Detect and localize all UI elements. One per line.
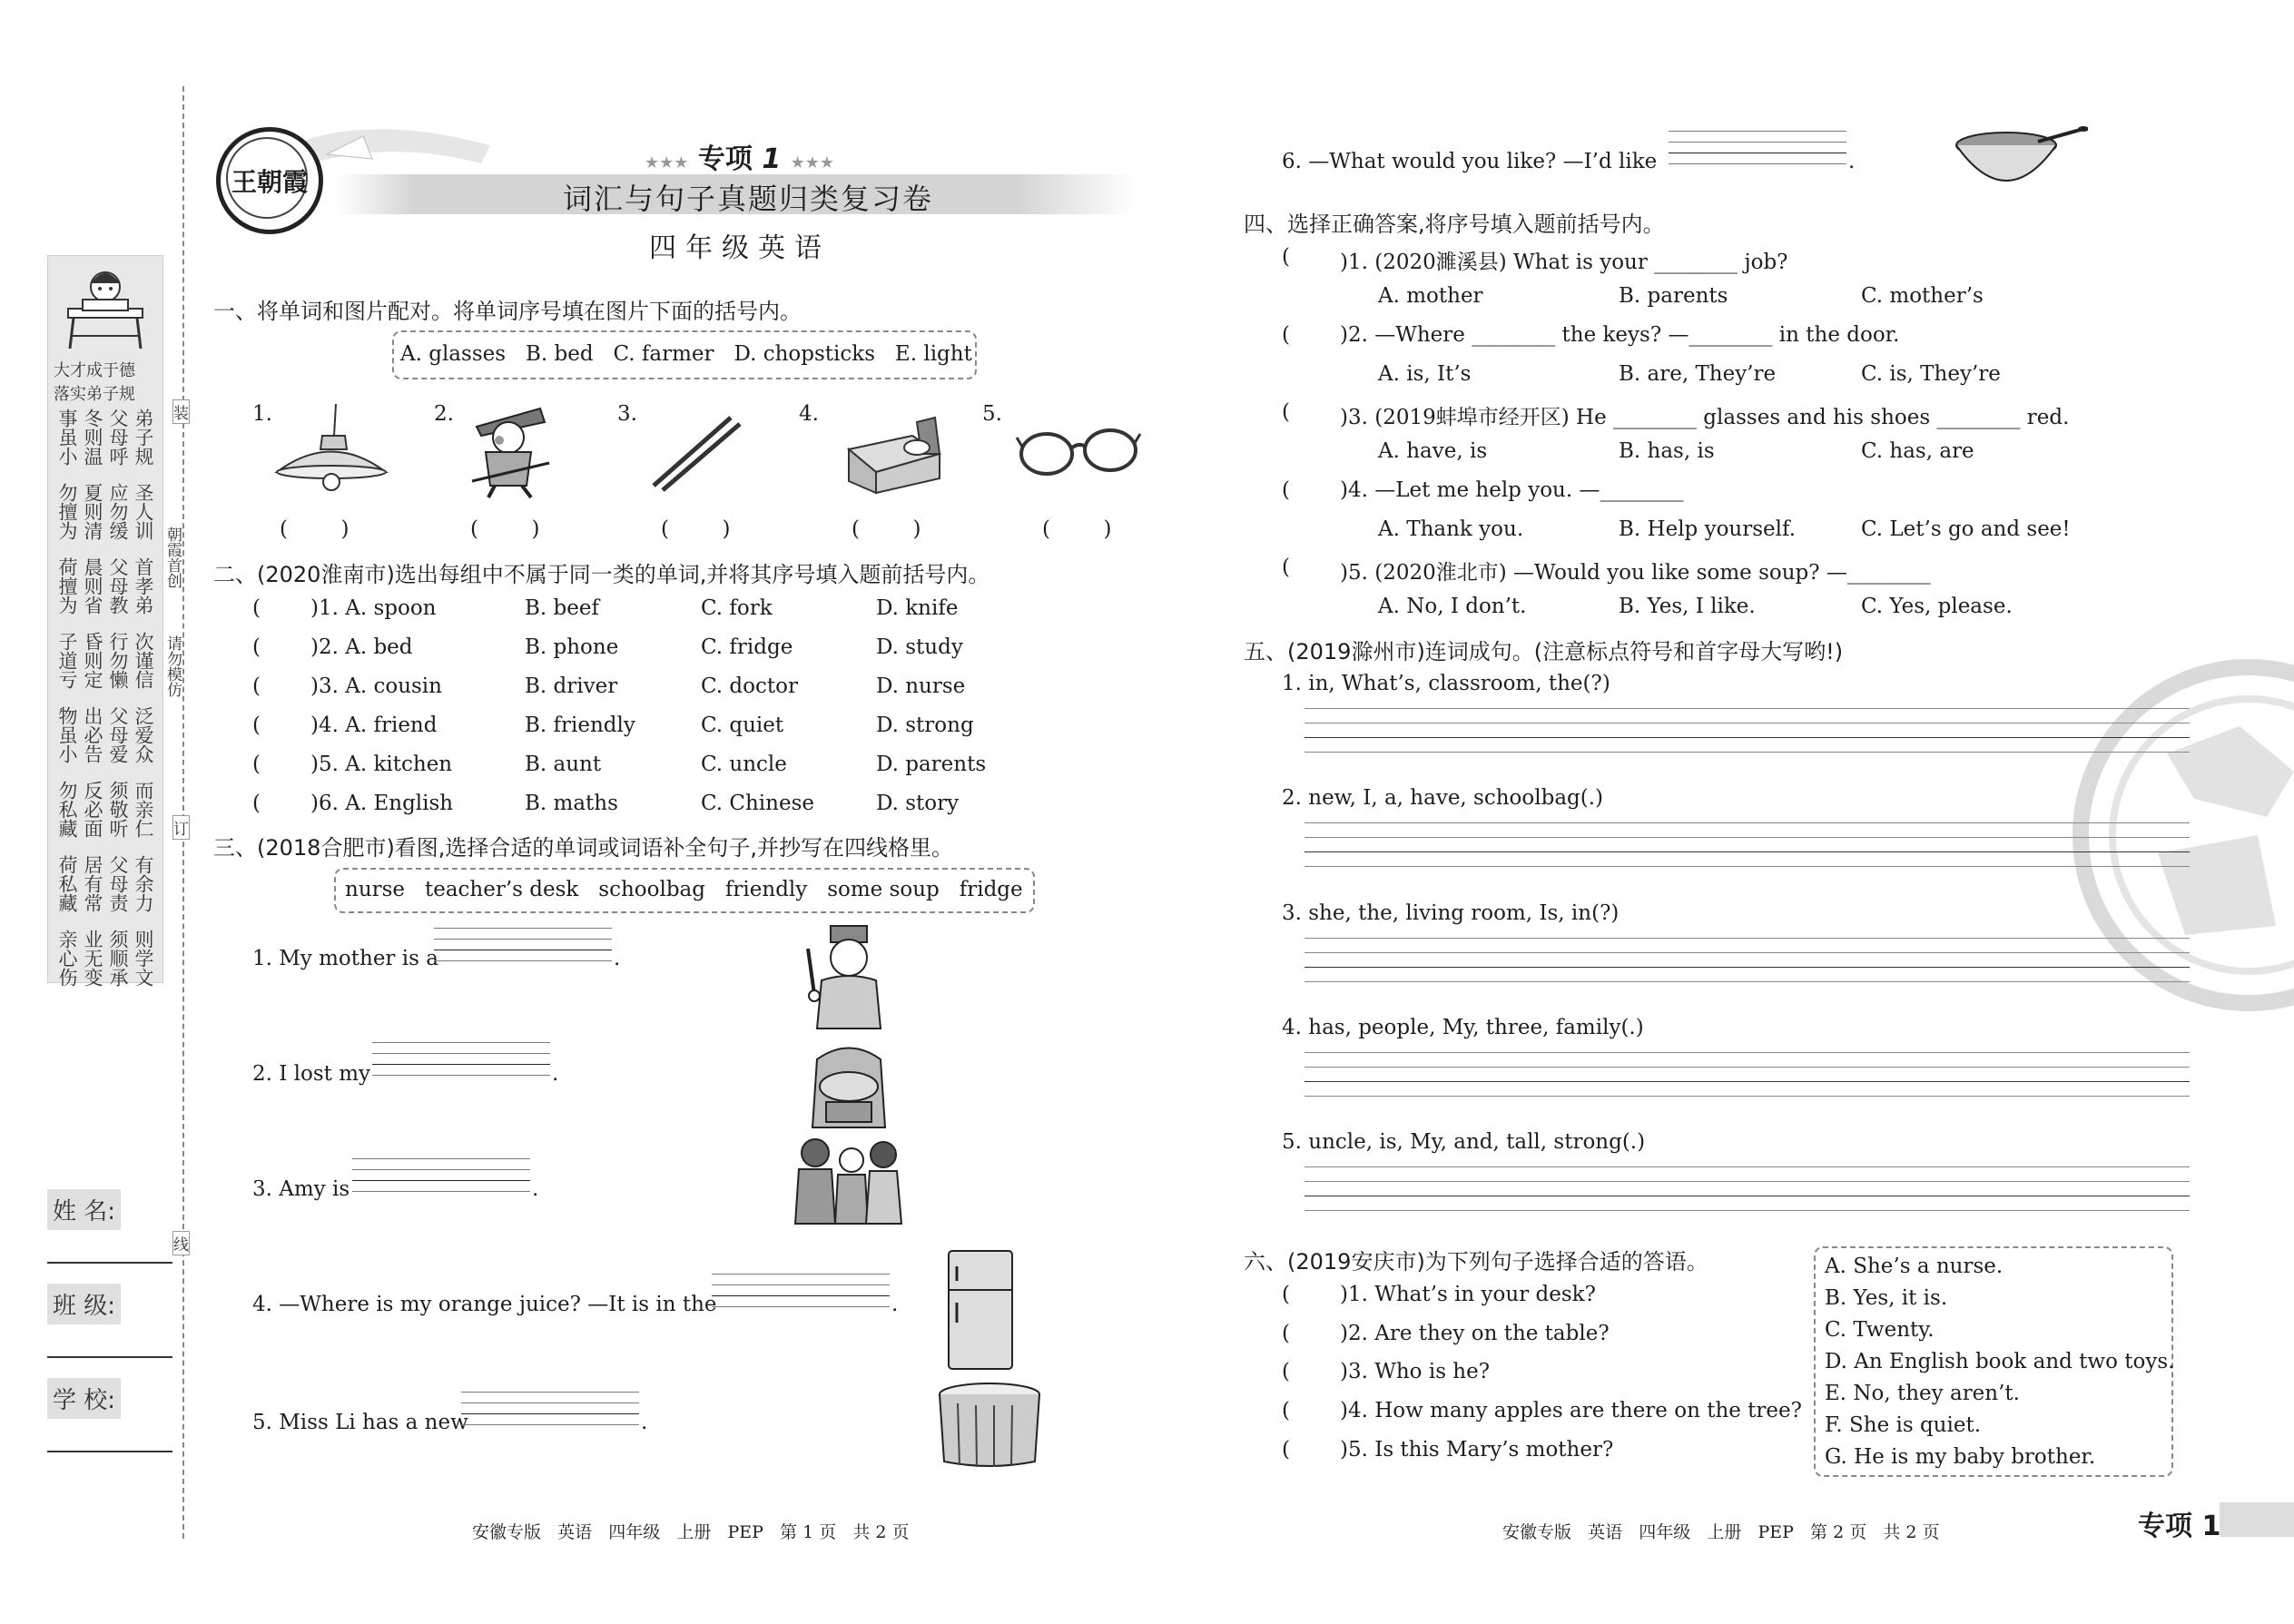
nurse-icon xyxy=(794,921,894,1030)
s3-item-6: 6. —What would you like? —I’d like xyxy=(1282,150,1658,173)
s6-answer-e: E. No, they aren’t. xyxy=(1825,1382,2020,1405)
s5-item-3: 3. she, the, living room, Is, in(?) xyxy=(1282,901,1620,925)
binding-line xyxy=(182,86,184,1539)
sidebar-slogan-2: 落实弟子规 xyxy=(54,385,135,404)
cut-label-2: 订 xyxy=(172,815,190,840)
soup-bowl-icon xyxy=(1952,125,2088,198)
poem-group-3: 荷擅为 晨则省 父母教 首孝弟 xyxy=(56,557,154,615)
poem-group-1: 事虽小 冬则温 父母呼 弟子规 xyxy=(56,408,154,466)
s2-q2: )2. A. bed xyxy=(310,635,413,659)
section6-title: 六、(2019安庆市)为下列句子选择合适的答语。 xyxy=(1244,1249,1708,1275)
pic-num-4: 4. xyxy=(799,402,819,426)
pic-num-5: 5. xyxy=(982,402,1002,426)
poem-group-6: 勿私藏 反必面 须敬听 而亲仁 xyxy=(56,781,154,838)
special-num: 1 xyxy=(762,143,782,175)
s2-q5: )5. A. kitchen xyxy=(310,753,453,776)
sidebar-panel xyxy=(47,255,163,987)
answer-paren-3[interactable]: ( ) xyxy=(661,517,731,541)
section3-options: nurse teacher’s desk schoolbag friendly some soup fridge xyxy=(345,878,1023,901)
vertical-note-2: 请勿模仿 xyxy=(163,635,182,697)
s2-q4: )4. A. friend xyxy=(310,714,438,737)
s3-item-2: 2. I lost my xyxy=(252,1062,371,1086)
poem-group-7: 荷私藏 居有常 父母责 有余力 xyxy=(56,855,154,912)
s6-answer-d: D. An English book and two toys. xyxy=(1825,1350,2175,1373)
s5-item-1: 1. in, What’s, classroom, the(?) xyxy=(1282,672,1610,695)
answer-paren-1[interactable]: ( ) xyxy=(280,517,350,541)
class-label: 班 级: xyxy=(47,1284,121,1324)
s3-item-3: 3. Amy is xyxy=(252,1177,350,1201)
footer-tag: 专项 1 xyxy=(2138,1511,2221,1542)
chopsticks-icon xyxy=(649,413,749,495)
glasses-icon xyxy=(1015,419,1142,483)
section2-title: 二、(2020淮南市)选出每组中不属于同一类的单词,并将其序号填入题前括号内。 xyxy=(213,562,990,587)
stars-right: ★★★ xyxy=(790,153,835,172)
logo-badge xyxy=(216,127,323,234)
s6-answer-f: F. She is quiet. xyxy=(1825,1413,1982,1437)
student-desk-icon xyxy=(55,263,155,354)
stars-left: ★★★ xyxy=(645,153,689,172)
special-label: 专项 xyxy=(697,143,753,175)
poem-group-8: 亲心伤 业无变 须顺承 则学文 xyxy=(56,930,154,987)
footer-left: 安徽专版 英语 四年级 上册 PEP 第 1 页 共 2 页 xyxy=(472,1522,910,1542)
s3-item-1: 1. My mother is a xyxy=(252,947,438,970)
section3-title: 三、(2018合肥市)看图,选择合适的单词或词语补全句子,并抄写在四线格里。 xyxy=(213,835,954,861)
section4-title: 四、选择正确答案,将序号填入题前括号内。 xyxy=(1244,212,1665,237)
vertical-note-1: 朝霞首创 xyxy=(163,527,182,588)
s2-q1: )1. A. spoon xyxy=(310,596,437,620)
section1-options: A. glasses B. bed C. farmer D. chopsticks E. light xyxy=(400,342,972,366)
s6-answer-a: A. She’s a nurse. xyxy=(1825,1255,2004,1278)
page-title: 词汇与句子真题归类复习卷 xyxy=(563,182,934,216)
pic-num-1: 1. xyxy=(252,402,272,426)
page-subtitle: 四年级英语 xyxy=(649,232,831,264)
class-field[interactable] xyxy=(47,1356,172,1358)
name-label: 姓 名: xyxy=(47,1189,121,1230)
s3-item-5: 5. Miss Li has a new xyxy=(252,1411,468,1434)
footer-tag-bar xyxy=(2220,1502,2294,1537)
fridge-icon xyxy=(944,1246,1017,1373)
schoolbag-icon xyxy=(799,1037,899,1137)
pic-num-2: 2. xyxy=(434,402,454,426)
friends-icon xyxy=(788,1135,906,1225)
section5-title: 五、(2019滁州市)连词成句。(注意标点符号和首字母大写哟!) xyxy=(1244,639,1844,664)
poem-group-2: 勿擅为 夏则清 应勿缓 圣人训 xyxy=(56,483,154,540)
s5-item-5: 5. uncle, is, My, and, tall, strong(.) xyxy=(1282,1130,1646,1154)
farmer-icon xyxy=(458,399,558,499)
cut-label-3: 线 xyxy=(172,1231,190,1255)
s2-q6: )6. A. English xyxy=(310,792,454,815)
cut-label-1: 装 xyxy=(172,399,190,424)
s5-item-4: 4. has, people, My, three, family(.) xyxy=(1282,1016,1644,1039)
s6-answer-c: C. Twenty. xyxy=(1825,1318,1935,1342)
poem-group-4: 子道亏 昏则定 行勿懒 次谨信 xyxy=(56,632,154,689)
school-label: 学 校: xyxy=(47,1378,121,1419)
answer-paren-2[interactable]: ( ) xyxy=(470,517,540,541)
lamp-icon xyxy=(272,404,390,495)
s5-item-2: 2. new, I, a, have, schoolbag(.) xyxy=(1282,786,1604,810)
answer-paren-5[interactable]: ( ) xyxy=(1042,517,1112,541)
name-field[interactable] xyxy=(47,1262,172,1264)
s6-answer-b: B. Yes, it is. xyxy=(1825,1286,1948,1310)
bed-icon xyxy=(840,413,949,499)
poem-group-5: 物虽小 出必告 父母爱 泛爱众 xyxy=(56,706,154,763)
special-tag xyxy=(645,136,834,176)
s2-q3: )3. A. cousin xyxy=(310,674,442,698)
pic-num-3: 3. xyxy=(617,402,637,426)
school-field[interactable] xyxy=(47,1451,172,1452)
sidebar-poem xyxy=(57,408,157,1004)
section1-title: 一、将单词和图片配对。将单词序号填在图片下面的括号内。 xyxy=(213,299,802,324)
sidebar-slogan-1: 大才成于德 xyxy=(54,361,135,380)
answer-paren-4[interactable]: ( ) xyxy=(852,517,921,541)
footer-right: 安徽专版 英语 四年级 上册 PEP 第 2 页 共 2 页 xyxy=(1502,1522,1940,1542)
logo-text: 王朝霞 xyxy=(231,167,308,197)
desk-icon xyxy=(935,1380,1044,1471)
s6-answer-g: G. He is my baby brother. xyxy=(1825,1445,2096,1469)
s3-item-4: 4. —Where is my orange juice? —It is in the xyxy=(252,1293,717,1316)
